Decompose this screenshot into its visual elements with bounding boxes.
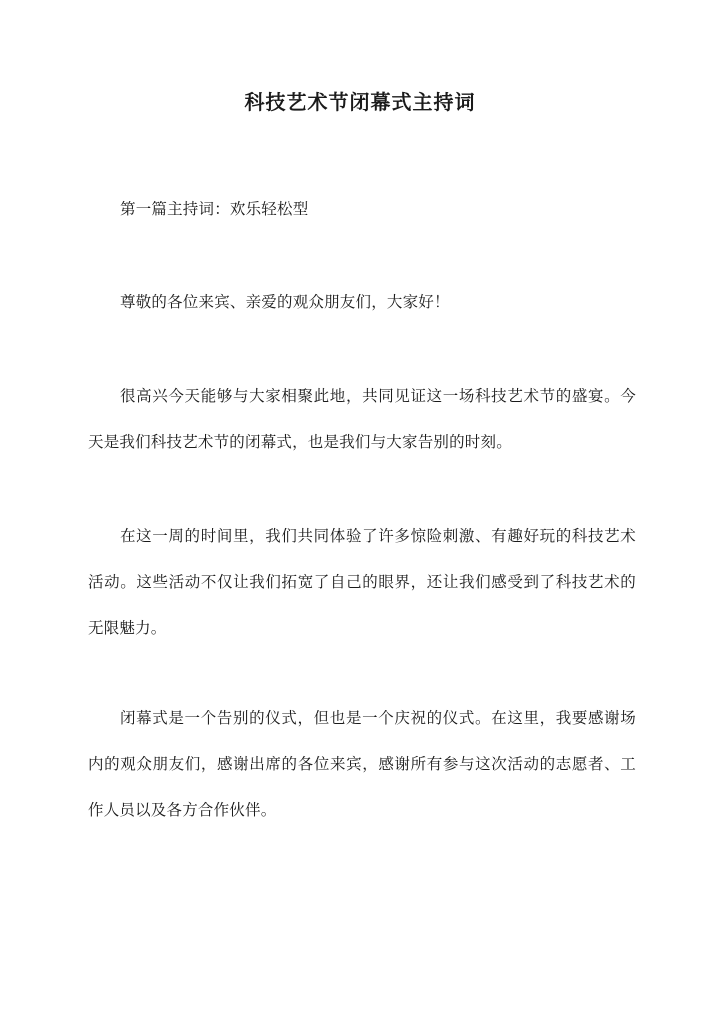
- greeting-paragraph: 尊敬的各位来宾、亲爱的观众朋友们，大家好！: [120, 293, 450, 311]
- section-subtitle: 第一篇主持词：欢乐轻松型: [120, 200, 309, 218]
- body-paragraph: 很高兴今天能够与大家相聚此地，共同见证这一场科技艺术节的盛宴。今天是我们科技艺术节的闭幕式，也是我们与大家告别的时刻。: [88, 387, 636, 451]
- body-paragraph: 在这一周的时间里，我们共同体验了许多惊险刺激、有趣好玩的科技艺术活动。这些活动不仅让我们拓宽了自己的眼界，还让我们感受到了科技艺术的无限魅力。: [88, 527, 636, 637]
- body-paragraph: 闭幕式是一个告别的仪式，但也是一个庆祝的仪式。在这里，我要感谢场内的观众朋友们，感谢出席的各位来宾，感谢所有参与这次活动的志愿者、工作人员以及各方合作伙伴。: [88, 709, 636, 819]
- document-title: 科技艺术节闭幕式主持词: [244, 90, 476, 114]
